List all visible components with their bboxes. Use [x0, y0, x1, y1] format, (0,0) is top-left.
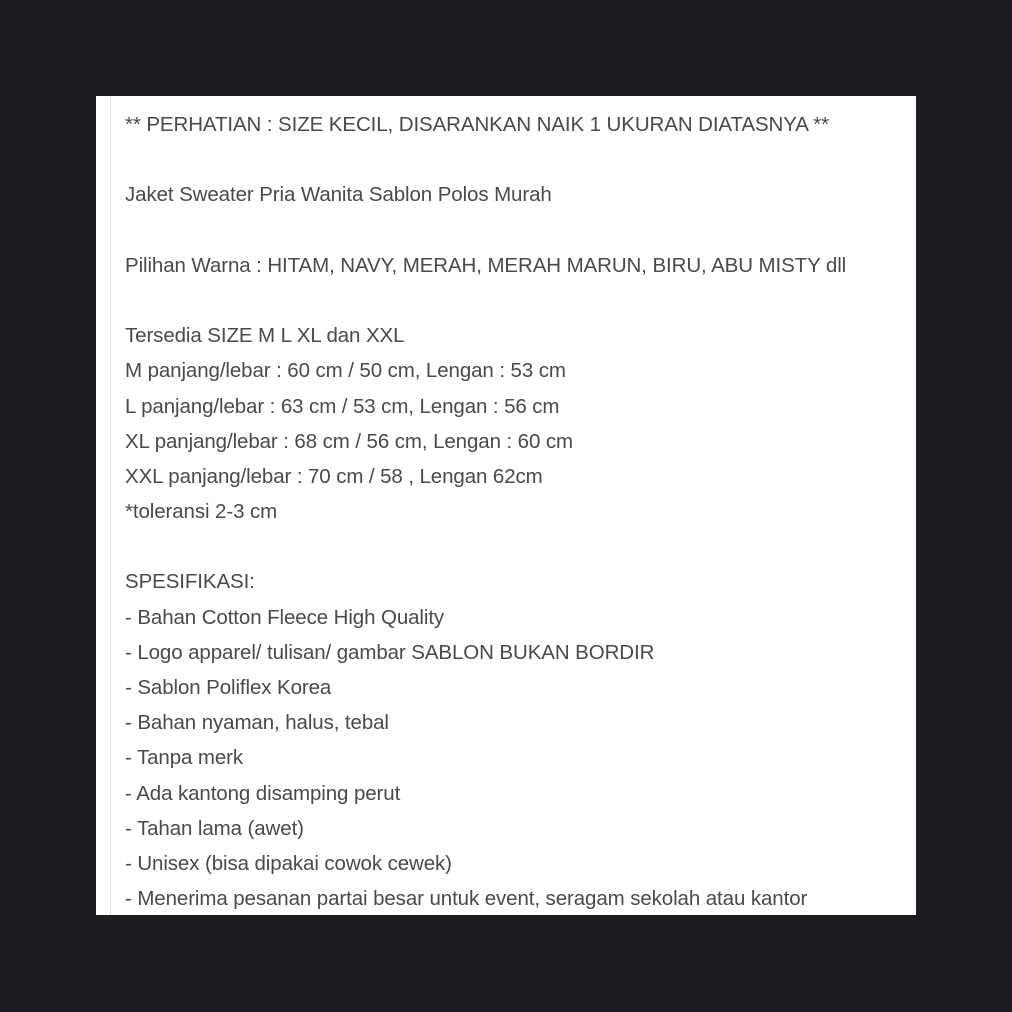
blank-line — [125, 213, 906, 248]
blank-line — [125, 283, 906, 318]
spec-item: - Sablon Poliflex Korea — [125, 676, 332, 699]
product-description-card — [96, 96, 916, 915]
description-text — [125, 107, 906, 915]
blank-line — [125, 529, 906, 564]
blank-line — [125, 142, 906, 177]
product-title-line: Jaket Sweater Pria Wanita Sablon Polos Murah — [125, 183, 552, 207]
spec-item: - Unisex (bisa dipakai cowok cewek) — [125, 851, 452, 875]
specification-heading: SPESIFIKASI: — [125, 570, 255, 594]
warning-line: ** PERHATIAN : SIZE KECIL, DISARANKAN NAIK 1 UKURAN DIATASNYA ** — [125, 113, 830, 136]
spec-item: - Logo apparel/ tulisan/ gambar SABLON BUKAN BORDIR — [125, 640, 655, 664]
sizes-available-line: Tersedia SIZE M L XL dan XXL — [125, 324, 405, 348]
size-m-line: M panjang/lebar : 60 cm / 50 cm, Lengan : 53 cm — [125, 359, 566, 383]
spec-item: - Tahan lama (awet) — [125, 816, 304, 840]
size-xxl-line: XXL panjang/lebar : 70 cm / 58 , Lengan 62cm — [125, 464, 543, 488]
spec-item: - Menerima pesanan partai besar untuk event, seragam sekolah atau kantor — [125, 887, 808, 911]
spec-item: - Ada kantong disamping perut — [125, 781, 401, 805]
size-xl-line: XL panjang/lebar : 68 cm / 56 cm, Lengan : 60 cm — [125, 429, 573, 453]
spec-item: - Bahan Cotton Fleece High Quality — [125, 605, 445, 629]
spec-item: - Tanpa merk — [125, 746, 244, 770]
color-options-line: Pilihan Warna : HITAM, NAVY, MERAH, MERAH MARUN, BIRU, ABU MISTY dll — [125, 253, 847, 277]
size-l-line: L panjang/lebar : 63 cm / 53 cm, Lengan : 56 cm — [125, 394, 560, 418]
spec-item: - Bahan nyaman, halus, tebal — [125, 711, 389, 735]
card-left-border — [110, 96, 111, 915]
tolerance-line: *toleransi 2-3 cm — [125, 500, 278, 524]
